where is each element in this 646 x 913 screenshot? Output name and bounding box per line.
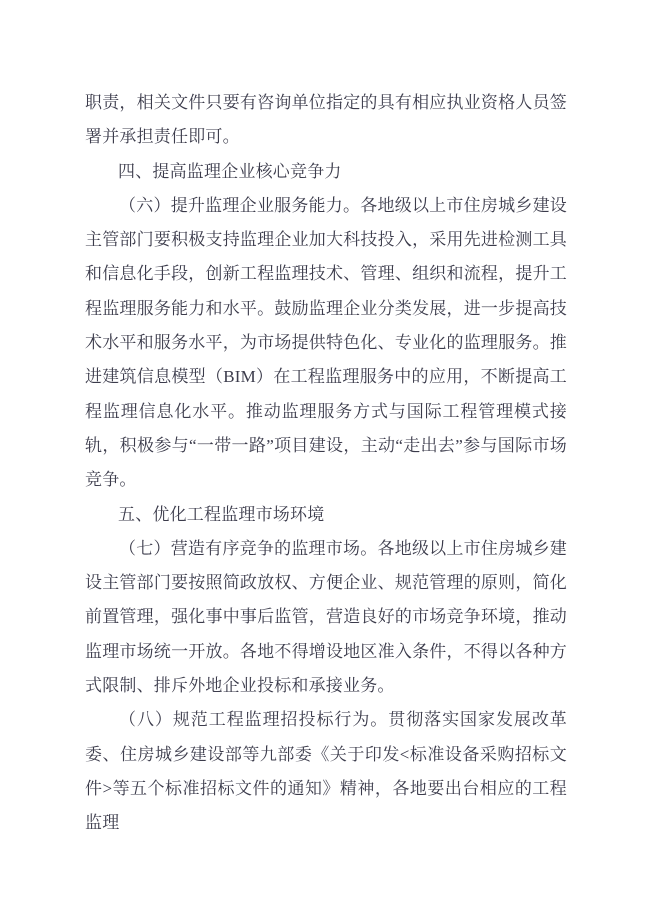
- section-heading-four: 四、提高监理企业核心竞争力: [118, 161, 342, 181]
- section-heading-five: 五、优化工程监理市场环境: [118, 504, 325, 524]
- paragraph-item-six: （六）提升监理企业服务能力。各地级以上市住房城乡建设主管部门要积极支持监理企业加大科技投入，采用先进检测工具和信息化手段，创新工程监理技术、管理、组织和流程，提升工程监理服务能力和水平。鼓励监理企业分类发展，进一步提高技术水平和服务水平，为市场提供特色化、专业化的监理服务。推进建筑信息模型（BIM）在工程监理服务中的应用，不断提高工程监理信息化水平。推动监理服务方式与国际工程管理模式接轨，积极参与“一带一路”项目建设，主动“走出去”参与国际市场竞争。: [85, 195, 567, 490]
- paragraph-item-eight: （八）规范工程监理招投标行为。贯彻落实国家发展改革委、住房城乡建设部等九部委《关于印发<标准设备采购招标文件>等五个标准招标文件的通知》精神，各地要出台相应的工程监理: [85, 710, 567, 833]
- paragraph-item-seven: （七）营造有序竞争的监理市场。各地级以上市住房城乡建设主管部门要按照简政放权、方便企业、规范管理的原则，简化前置管理，强化事中事后监管，营造良好的市场竞争环境，推动监理市场统一开放。各地不得增设地区准入条件，不得以各种方式限制、排斥外地企业投标和承接业务。: [85, 538, 567, 696]
- paragraph-continuation: 职责，相关文件只要有咨询单位指定的具有相应执业资格人员签署并承担责任即可。: [85, 93, 567, 147]
